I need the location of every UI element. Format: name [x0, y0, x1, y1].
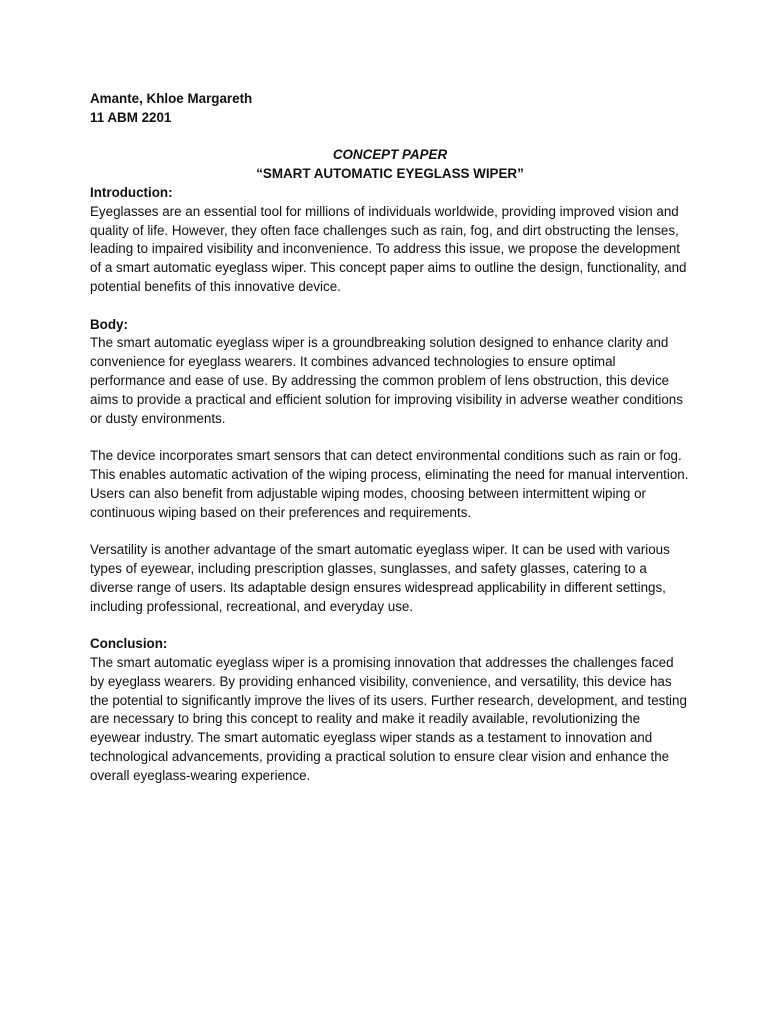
document-page — [90, 90, 690, 785]
body-section — [90, 316, 690, 617]
body-heading: Body: — [90, 316, 128, 332]
conclusion-heading: Conclusion: — [90, 636, 168, 652]
body-paragraph-3: Versatility is another advantage of the smart automatic eyeglass wiper. It can be used with various types of eyewear, including prescription glasses, sunglasses, and safety glasses, catering to a diverse range of users. Its adaptable design ensures widespread applicability in different settings, including professional, recreational, and everyday use. — [90, 542, 670, 614]
body-paragraph-1: The smart automatic eyeglass wiper is a groundbreaking solution designed to enhance clarity and convenience for eyeglass wearers. It combines advanced technologies to ensure optimal performance and ease of use. By addressing the common problem of lens obstruction, this device aims to provide a practical and efficient solution for improving visibility in adverse weather conditions or dusty environments. — [90, 335, 683, 426]
author-section: 11 ABM 2201 — [90, 109, 172, 125]
body-paragraph-2: The device incorporates smart sensors that can detect environmental conditions such as rain or fog. This enables automatic activation of the wiping process, eliminating the need for manual intervention. Users can also benefit from adjustable wiping modes, choosing between intermittent wiping or continuous wiping based on their preferences and requirements. — [90, 448, 689, 520]
title-block — [90, 146, 690, 184]
paper-kind: CONCEPT PAPER — [332, 147, 448, 163]
author-block — [90, 90, 690, 128]
conclusion-section — [90, 635, 690, 785]
introduction-heading: Introduction: — [90, 184, 173, 200]
introduction-section — [90, 184, 690, 297]
paper-title: “SMART AUTOMATIC EYEGLASS WIPER” — [256, 166, 524, 182]
author-name: Amante, Khloe Margareth — [90, 91, 253, 106]
conclusion-paragraph: The smart automatic eyeglass wiper is a promising innovation that addresses the challenges faced by eyeglass wearers. By providing enhanced visibility, convenience, and versatility, this device has the potential to significantly improve the lives of its users. Further research, development, and testing are necessary to bring this concept to reality and make it readily available, revolutionizing the eyewear industry. The smart automatic eyeglass wiper stands as a testament to innovation and technological advancements, providing a practical solution to ensure clear vision and enhance the overall eyeglass-wearing experience. — [90, 654, 687, 783]
introduction-paragraph: Eyeglasses are an essential tool for millions of individuals worldwide, providing improved vision and quality of life. However, they often face challenges such as rain, fog, and dirt obstructing the lenses, leading to impaired visibility and inconvenience. To address this issue, we propose the development of a smart automatic eyeglass wiper. This concept paper aims to outline the design, functionality, and potential benefits of this innovative device. — [90, 203, 687, 294]
